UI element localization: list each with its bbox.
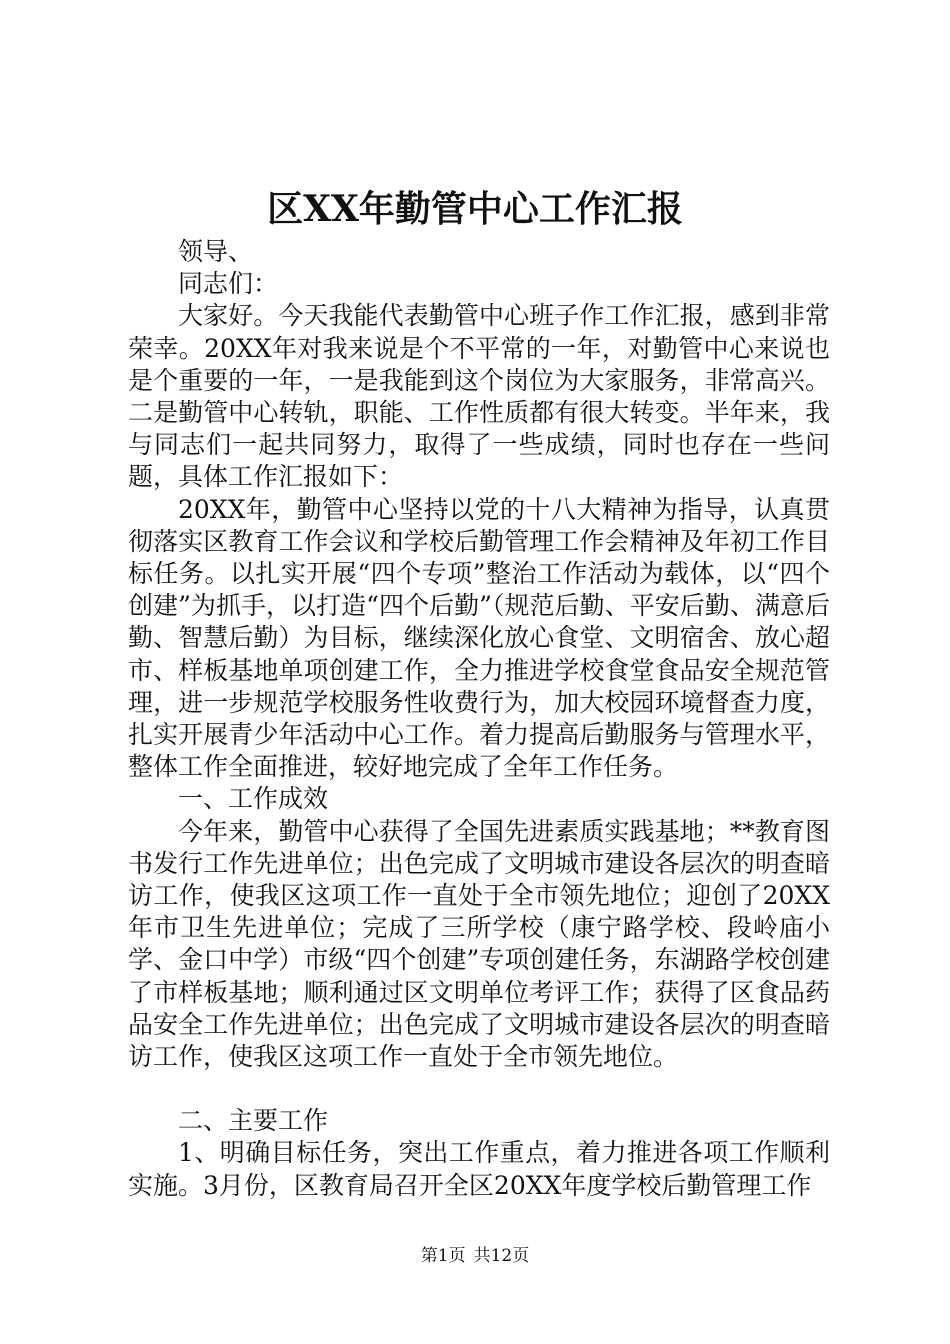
document-title: 区XX年勤管中心工作汇报 — [267, 188, 683, 230]
intro-paragraph: 大家好。今天我能代表勤管中心班子作工作汇报，感到非常荣幸。20XX年对我来说是个不平常的一年，对勤管中心来说也是个重要的一年，一是我能到这个岗位为大家服务，非常高兴。二是勤管中心转轨，职能、工作性质都有很大转变。半年来，我与同志们一起共同努力，取得了一些成绩，同时也存在一些问题，具体工作汇报如下： — [128, 301, 830, 492]
results-paragraph: 今年来，勤管中心获得了全国先进素质实践基地；**教育图书发行工作先进单位；出色完成了文明城市建设各层次的明查暗访工作，使我区这项工作一直处于全市领先地位；迎创了20XX年市卫生先进单位；完成了三所学校（康宁路学校、段岭庙小学、金口中学）市级“四个创建”专项创建任务，东湖路学校创建了市样板基地；顺利通过区文明单位考评工作；获得了区食品药品安全工作先进单位；出色完成了文明城市建设各层次的明查暗访工作，使我区这项工作一直处于全市领先地位。 — [128, 816, 830, 1072]
main-work-paragraph: 1、明确目标任务，突出工作重点，着力推进各项工作顺利实施。3月份，区教育局召开全区20XX年度学校后勤管理工作 — [128, 1138, 830, 1200]
page-number: 第1页 — [420, 1246, 466, 1266]
overview-paragraph: 20XX年，勤管中心坚持以党的十八大精神为指导，认真贯彻落实区教育工作会议和学校后勤管理工作会精神及年初工作目标任务。以扎实开展“四个专项”整治工作活动为载体，以“四个创建”为抓手，以打造“四个后勤”（规范后勤、平安后勤、满意后勤、智慧后勤）为目标，继续深化放心食堂、文明宿舍、放心超市、样板基地单项创建工作，全力推进学校食堂食品安全规范管理，进一步规范学校服务性收费行为，加大校园环境督查力度，扎实开展青少年活动中心工作。着力提高后勤服务与管理水平，整体工作全面推进，较好地完成了全年工作任务。 — [128, 494, 830, 782]
section-heading-results: 一、工作成效 — [178, 784, 329, 814]
greeting-line: 同志们： — [178, 269, 279, 299]
document-body — [128, 236, 830, 1202]
page-total: 共12页 — [473, 1246, 530, 1266]
greeting-line: 领导、 — [178, 237, 254, 266]
page-footer — [0, 1244, 950, 1268]
section-heading-main-work: 二、主要工作 — [178, 1106, 329, 1136]
